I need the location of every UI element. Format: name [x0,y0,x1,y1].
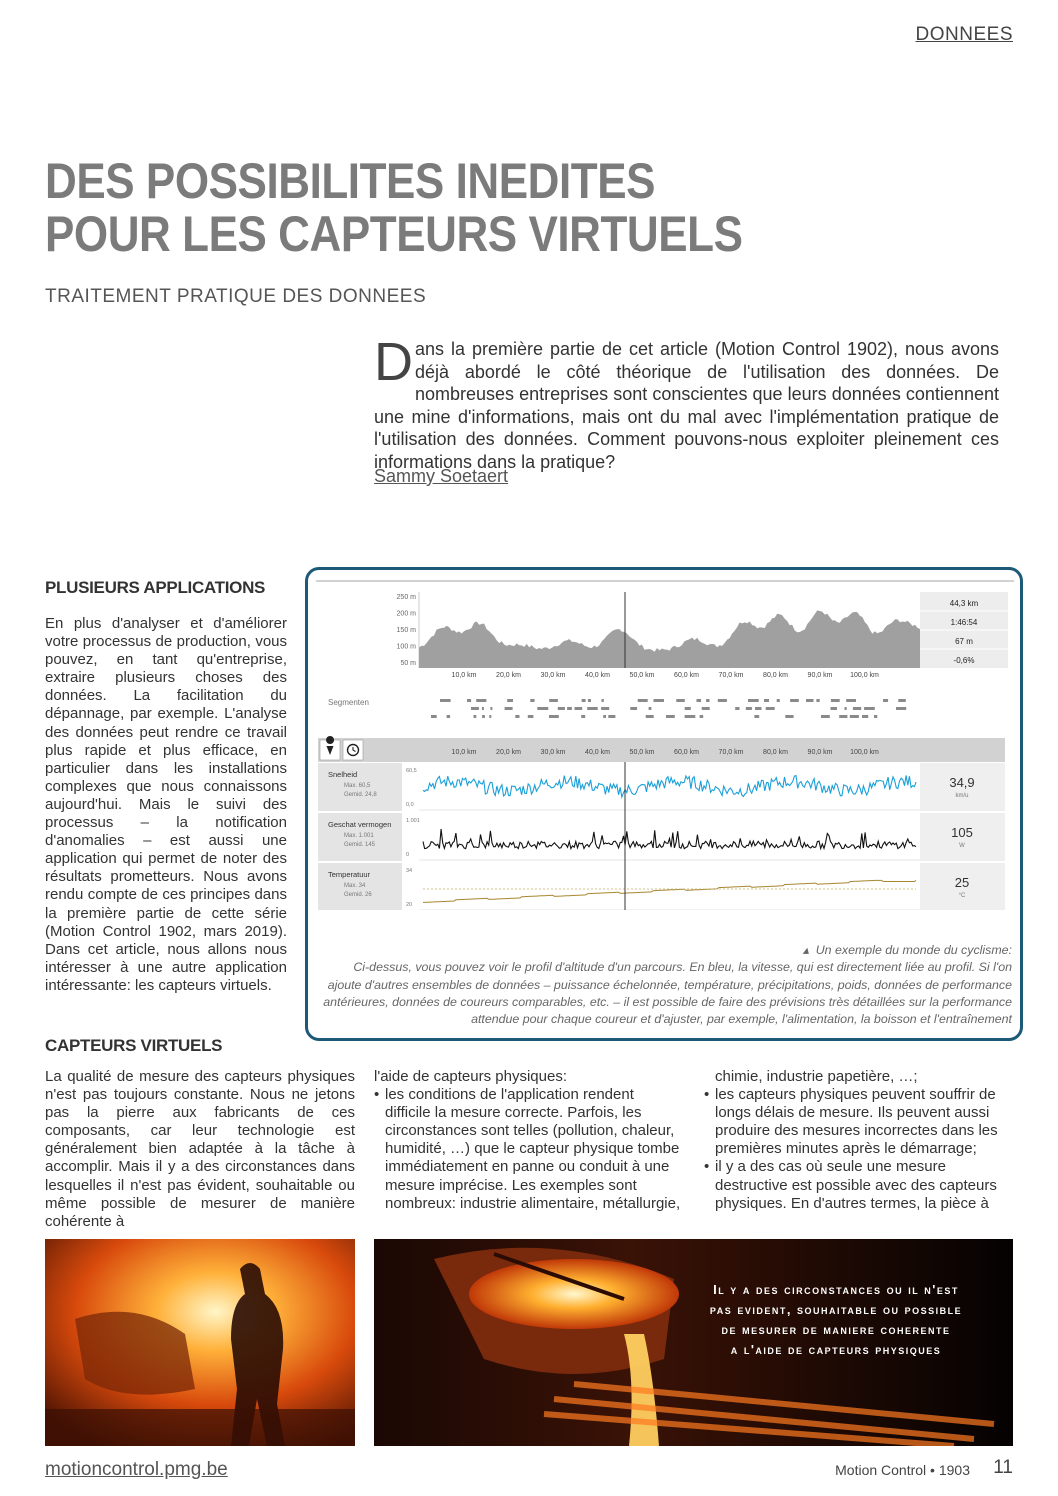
metric-value: 105 [951,825,973,840]
segment-bar [471,707,479,710]
elevation-y-axis [397,594,417,667]
segment-bar [549,699,558,702]
section-heading-applications: PLUSIEURS APPLICATIONS [45,578,266,597]
section2-col3 [704,1068,1012,1213]
section2-col1: La qualité de mesure des capteurs physiques n'est pas toujours constante. Nous ne jetons pas la pierre aux fabricants de ces composants, car leur technologie est généralement bien adaptée à la tâche à accomplir. Mais il y a des circonstances dans lesquelles il n'est pas évident, souhaitable ou même possible de mesurer de manière cohérente à [45,1068,355,1230]
segment-bar [602,699,604,702]
segment-bar [482,715,485,718]
intro-paragraph [374,332,999,473]
distance-tick: 20,0 km [496,672,521,679]
segment-bar [785,715,793,718]
distance-tick: 80,0 km [763,672,788,679]
footer-magazine: Motion Control • 1903 [835,1462,970,1478]
segment-bar [649,707,652,710]
segment-bar [440,699,451,702]
distance-tick: 100,0 km [850,749,879,756]
segment-bar [853,707,861,710]
distance-tick: 30,0 km [540,749,566,756]
segment-bar [601,707,609,710]
elevation-tick: 150 m [396,627,416,634]
metric-max: Max. 34 [344,883,366,889]
segment-bar [588,699,591,702]
metric-name: Geschat vermogen [328,820,392,829]
col2-intro: l'aide de capteurs physiques: [374,1068,567,1085]
segment-bar [777,699,780,702]
metric-axis-bottom: 0,0 [406,802,414,808]
segment-bar [505,707,513,710]
segment-bar [862,715,868,718]
summary-distance: 44,3 km [949,599,979,608]
metric-value: 25 [954,875,970,890]
segment-bar [587,707,598,710]
segment-bar [507,699,513,702]
metric-axis-top: 1.001 [406,818,420,824]
segment-bar [515,715,519,718]
segment-bar [697,699,702,702]
section-tag: DONNEES [915,24,1013,45]
segment-bar [718,699,727,702]
section-heading-capteurs: CAPTEURS VIRTUELS [45,1036,223,1055]
segment-bar [575,707,583,710]
segment-bar [790,699,799,702]
segment-bar [839,715,847,718]
distance-tick: 10,0 km [451,672,477,679]
list-item: • les conditions de l'application rendent difficile la mesure correcte. Parfois, les circonstances sont telles (pollution, chaleur, humidité, …) que le capteur physique tombe immédiatement en panne ou conduit à une mesure imprécise. Les exemples sont nombreux: industrie alimentaire, métallurgie, [374,1086,682,1213]
segment-bar [558,707,565,710]
segment-bar [528,715,534,718]
segment-bar [846,699,856,702]
summary-elevation: 67 m [955,637,973,646]
distance-tick: 30,0 km [540,672,566,679]
segment-bar [630,707,637,710]
metric-axis-top: 60,5 [406,768,417,774]
distance-tick: 40,0 km [585,749,610,756]
metric-series-line [423,775,916,797]
summary-gradient: -0,6% [953,656,975,665]
distance-tick: 60,0 km [674,672,699,679]
segments-bars [431,699,906,718]
segment-bar [582,699,586,702]
segment-bar [482,707,484,710]
metric-axis-top: 34 [406,868,413,874]
metric-series-line [423,880,916,902]
quote-line: Il y a des circonstances ou il n'est [713,1282,959,1297]
segment-bar [581,715,585,718]
intro-text: ans la première partie de cet article (Motion Control 1902), nous avons déjà abordé le côté théorique de l'utilisation des données. De nombreuses entreprises sont conscientes que leurs données contiennent une mine d'informations, mais ont du mal avec l'implémentation pratique de l'utilisation des données. Comment pouvons-nous exploiter pleinement ces informations dans la pratique? [374,339,999,472]
col2-list [374,1086,682,1213]
figure-caption [318,942,1012,1028]
segment-bar [896,707,906,710]
metric-max: Max. 1.001 [344,833,374,839]
metric-name: Temperatuur [328,870,371,879]
metric-axis-bottom: 20 [406,902,413,908]
segment-bar [845,707,847,710]
segment-bar [530,699,534,702]
segment-bar [676,699,685,702]
caret-up-icon: ▴ [802,943,809,957]
metric-unit: °C [958,893,966,899]
segment-bar [537,707,548,710]
caption-title: ▴ Un exemple du monde du cyclisme: [802,943,1012,957]
distance-tick: 60,0 km [674,749,699,756]
segment-bar [898,699,906,702]
segment-bar [646,715,654,718]
segment-bar [806,699,814,702]
distance-tick: 90,0 km [807,672,833,679]
segment-bar [766,707,775,710]
segment-bar [467,699,471,702]
quote-line: de mesurer de maniere coherente [721,1322,951,1337]
metric-value: 34,9 [949,775,975,790]
metric-max: Max. 60,5 [344,783,371,789]
segment-bar [447,715,451,718]
cycling-dashboard-figure [316,580,1014,910]
title-line-2: POUR LES CAPTEURS VIRTUELS [45,206,743,262]
author-link[interactable]: Sammy Soetaert [374,466,509,486]
segment-bar [883,699,888,702]
distance-tick: 70,0 km [718,749,744,756]
segment-bar [654,699,665,702]
segment-bar [431,715,437,718]
elevation-area [419,610,920,668]
segment-bar [874,715,877,718]
metric-avg: Gemid. 24,8 [344,792,377,798]
segment-bar [603,715,606,718]
segment-bar [700,715,704,718]
distance-tick: 90,0 km [807,749,833,756]
quote-line: a l'aide de capteurs physiques [730,1342,942,1357]
segment-bar [685,715,696,718]
segment-bar [490,707,492,710]
segment-bar [746,707,752,710]
metric-axis-bottom: 0 [406,852,410,858]
segment-bar [476,699,486,702]
segment-bar [831,699,840,702]
distance-tick: 50,0 km [629,749,655,756]
list-item: • les capteurs physiques peuvent souffrir de longs délais de mesure. Ils peuvent aussi produire des mesures incorrectes dans les premières minutes après le démarrage; [704,1086,1012,1158]
segment-bar [489,715,491,718]
col3-list [704,1086,1012,1213]
footer-website-link[interactable]: motioncontrol.pmg.be [45,1459,228,1480]
metric-name: Snelheid [328,770,358,779]
segment-bar [755,707,762,710]
article-title [45,155,837,261]
segment-bar [638,699,648,702]
quote-line: pas evident, souhaitable ou possible [709,1302,963,1317]
elevation-tick: 100 m [396,643,416,651]
metric-unit: km/u [955,793,969,799]
segment-bar [702,707,710,710]
segment-bar [685,707,691,710]
elevation-tick: 200 m [396,610,416,618]
segment-bar [754,715,759,718]
segment-bar [666,715,675,718]
segment-bar [474,715,477,718]
segment-bar [706,699,709,702]
caption-text: Ci-dessus, vous pouvez voir le profil d'altitude d'un parcours. En bleu, la vitesse, qui est directement liée au profil. Si l'on ajoute d'autres ensembles de données – puissance échelonnée, température, précipitations, poids, données de performance antérieures, données de coureurs comparables, etc. – il est possible de faire des prévisions très détaillées sur la performance attendue pour chaque coureur et d'ajuster, par exemple, l'alimentation, la boisson et l'entraînement [323,960,1012,1027]
distance-tick: 10,0 km [451,749,477,756]
elevation-tick: 50 m [400,660,416,667]
distance-tick: 20,0 km [496,749,521,756]
elevation-tick: 250 m [396,594,416,601]
distance-tick: 100,0 km [850,672,879,679]
distance-tick: 70,0 km [718,672,744,679]
segment-bar [549,715,559,718]
metric-avg: Gemid. 26 [344,892,372,898]
summary-duration: 1:46:54 [950,618,978,627]
distance-tick: 40,0 km [585,672,610,679]
segment-bar [735,707,739,710]
article-subtitle: TRAITEMENT PRATIQUE DES DONNEES [45,286,427,307]
segment-bar [864,707,875,710]
distance-tick: 50,0 km [629,672,655,679]
segment-bar [567,707,572,710]
metric-avg: Gemid. 145 [344,842,376,848]
pull-quote [660,1280,1012,1360]
page-number: 11 [993,1457,1013,1478]
col3-continuation: chimie, industrie papetière, …; [715,1068,918,1085]
metric-unit: W [959,843,965,849]
distance-tick: 80,0 km [763,749,788,756]
segment-bar [821,715,830,718]
segment-bar [748,699,759,702]
segment-bar [831,707,838,710]
segment-bar [816,699,819,702]
metric-rows [318,763,1005,910]
metric-series-line [423,829,916,849]
segments-label: Segmenten [328,698,369,707]
segment-bar [850,715,859,718]
section1-text: En plus d'analyser et d'améliorer votre processus de production, vous pouvez, en tant qu'entreprise, extraire plusieurs choses des données. La facilitation du dépannage, par exemple. L'analyse des données peut rendre ce travail plus rapide et plus efficace, en particulier dans les installations complexes que nous connaissons aujourd'hui. Mais le suivi des processus – la notification d'anomalies – est aussi une application qui permet de noter des résultats prometteurs. Nous avons rendu compte de ces principes dans la première partie de cette série (Motion Control 1902, mars 2019). Dans cet article, nous allons nous intéresser à une autre application intéressante: les capteurs virtuels. [45,615,287,994]
segment-bar [608,715,615,718]
list-item: • il y a des cas où seule une mesure destructive est possible avec des capteurs physiques. En d'autres termes, la pièce à [704,1158,1012,1212]
drop-cap: D [374,332,413,392]
foundry-worker-photo [45,1239,355,1446]
section2-col2 [374,1068,682,1213]
distance-axis-top [452,672,880,679]
segment-bar [764,699,769,702]
title-line-1: DES POSSIBILITES INEDITES [45,153,656,209]
